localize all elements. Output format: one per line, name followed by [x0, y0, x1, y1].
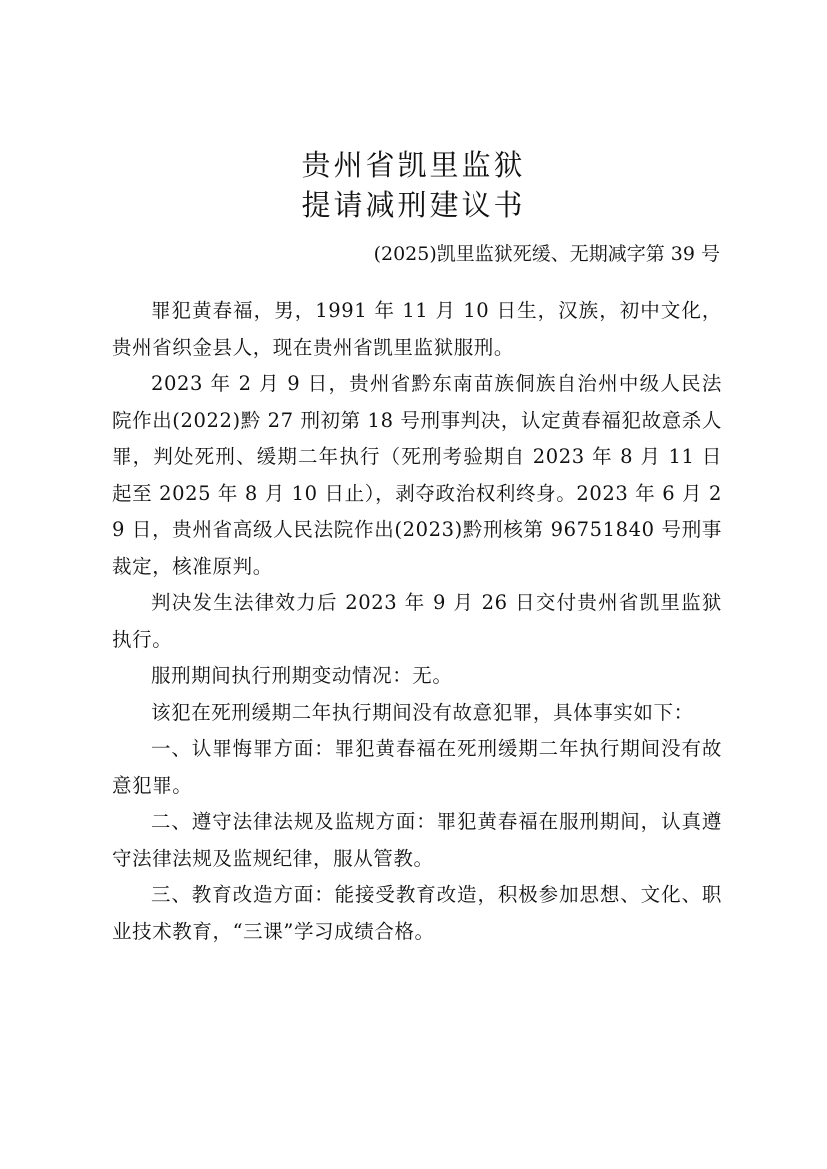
document-body — [112, 293, 722, 950]
paragraph-compliance: 二、遵守法律法规及监规方面：罪犯黄春福在服刑期间，认真遵守法律法规及监规纪律，服从管教。 — [112, 810, 722, 870]
paragraph-criminal-info: 罪犯黄春福，男，1991 年 11 月 10 日生，汉族，初中文化，贵州省织金县人，现在贵州省凯里监狱服刑。 — [112, 299, 722, 359]
paragraph-education: 三、教育改造方面：能接受教育改造，积极参加思想、文化、职业技术教育，“三课”学习成绩合格。 — [112, 883, 722, 943]
paragraph-repentance: 一、认罪悔罪方面：罪犯黄春福在死刑缓期二年执行期间没有故意犯罪。 — [112, 737, 722, 797]
paragraph-delivery: 判决发生法律效力后 2023 年 9 月 26 日交付贵州省凯里监狱执行。 — [112, 591, 722, 651]
document-title-line1: 贵州省凯里监狱 — [301, 148, 526, 182]
document-number: (2025)凯里监狱死缓、无期减字第 39 号 — [373, 243, 720, 265]
paragraph-facts-intro: 该犯在死刑缓期二年执行期间没有故意犯罪，具体事实如下： — [151, 700, 694, 724]
document-title-line2: 提请减刑建议书 — [301, 188, 526, 222]
paragraph-judgment: 2023 年 2 月 9 日，贵州省黔东南苗族侗族自治州中级人民法院作出(2022)黔 27 刑初第 18 号刑事判决，认定黄春福犯故意杀人罪，判处死刑、缓期二年执行（死刑考验期自 2023 年 8 月 11 日起至 2025 年 8 月 10 日止），剥夺政治权利终身。2023 年 6 月 29 日，贵州省高级人民法院作出(2023)黔刑核第 96751840 号刑事裁定，核准原判。 — [112, 372, 722, 578]
paragraph-sentence-change: 服刑期间执行刑期变动情况：无。 — [151, 664, 453, 687]
